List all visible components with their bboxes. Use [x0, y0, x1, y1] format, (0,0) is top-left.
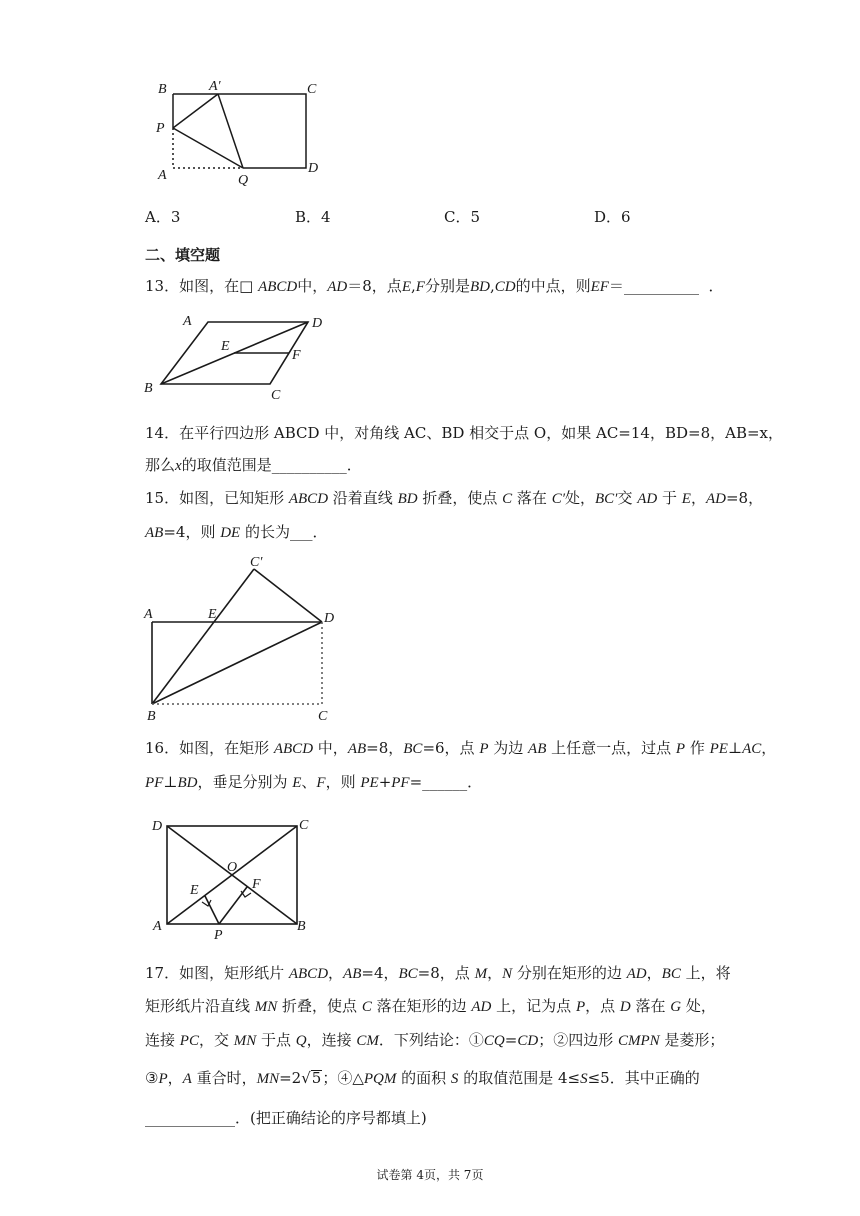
q12-label-c: C: [307, 82, 317, 97]
q16-line1: 16．如图，在矩形 ABCD 中，AB=8，BC=6，点 P 为边 AB 上任意一点，过点 P 作 PE⊥AC，: [145, 739, 777, 757]
q17-line5: ____________．(把正确结论的序号都填上): [145, 1109, 427, 1127]
q16-label-p: P: [214, 928, 223, 942]
q13-label-d: D: [312, 316, 323, 331]
q16-figure: [145, 812, 330, 942]
q15-label-e: E: [208, 607, 217, 622]
q13-label-a: A: [183, 314, 192, 329]
q13-label-b: B: [144, 381, 153, 396]
q12-option-c: C．5: [444, 208, 481, 226]
section-title: 二、填空题: [145, 246, 221, 264]
q15-line-c-prime-d: [254, 569, 322, 622]
q13-label-e: E: [221, 339, 230, 354]
q12-label-p: P: [156, 121, 165, 136]
q12-line-pa: [173, 94, 218, 128]
sqrt-symbol: √: [301, 1069, 311, 1087]
q15-figure: [140, 550, 340, 725]
q15-label-d: D: [324, 611, 335, 626]
q12-label-q: Q: [238, 173, 249, 186]
q14-line1: 14．在平行四边形 ABCD 中，对角线 AC、BD 相交于点 O，如果 AC=14，BD=8，AB=x，: [145, 424, 784, 442]
q15-line1: 15．如图，已知矩形 ABCD 沿着直线 BD 折叠，使点 C 落在 C′处，BC′交 AD 于 E，AD=8，: [145, 489, 764, 507]
page-footer: 试卷第 4页，共 7页: [376, 1168, 484, 1182]
q16-label-a: A: [153, 919, 162, 934]
q16-label-f: F: [252, 877, 261, 892]
q12-line-aq: [218, 94, 243, 168]
q15-line2: AB=4，则 DE 的长为___．: [145, 523, 328, 541]
q16-label-c: C: [299, 818, 309, 833]
q15-label-c: C: [318, 709, 328, 724]
q15-line-bc-prime: [152, 569, 254, 704]
q13-text: 13．如图，在□ ABCD中，AD＝8，点E,F分别是BD,CD的中点，则EF＝__________ ．: [145, 277, 724, 295]
q15-label-a: A: [144, 607, 153, 622]
q15-label-b: B: [147, 709, 156, 724]
q13-label-c: C: [271, 388, 281, 403]
q16-label-e: E: [190, 883, 199, 898]
q16-label-b: B: [297, 919, 306, 934]
q16-segment-pf: [219, 887, 247, 924]
q12-option-a: A．3: [145, 208, 181, 226]
q17-line2: 矩形纸片沿直线 MN 折叠，使点 C 落在矩形的边 AD 上，记为点 P，点 D 落在 G 处，: [145, 997, 716, 1015]
q16-label-d: D: [152, 819, 163, 834]
q17-line4: ③P，A 重合时，MN=2√5；④△PQM 的面积 S 的取值范围是 4≤S≤5．其中正确的: [145, 1069, 700, 1087]
q16-segment-pe: [205, 896, 219, 924]
q17-line3: 连接 PC，交 MN 于点 Q，连接 CM．下列结论：①CQ=CD；②四边形 CMPN 是菱形；: [145, 1031, 725, 1049]
q12-figure: [150, 76, 330, 186]
q16-line2: PF⊥BD，垂足分别为 E、F，则 PE+PF=______．: [145, 773, 483, 791]
q15-label-c-prime: C′: [250, 555, 263, 570]
q12-label-a-prime: A′: [209, 79, 221, 94]
q16-label-o: O: [227, 860, 238, 875]
q13-figure: [140, 308, 340, 404]
q12-option-b: B．4: [295, 208, 331, 226]
q13-label-f: F: [292, 348, 301, 363]
q15-diagonal-bd: [152, 622, 322, 704]
q12-label-d: D: [308, 161, 319, 176]
q12-line-pq: [173, 128, 243, 168]
q12-label-a: A: [158, 168, 167, 183]
q12-option-d: D．6: [594, 208, 631, 226]
q12-label-b: B: [158, 82, 167, 97]
q14-line2: 那么x的取值范围是__________．: [145, 456, 362, 474]
q17-line1: 17．如图，矩形纸片 ABCD，AB=4，BC=8，点 M，N 分别在矩形的边 AD，BC 上，将: [145, 964, 731, 982]
